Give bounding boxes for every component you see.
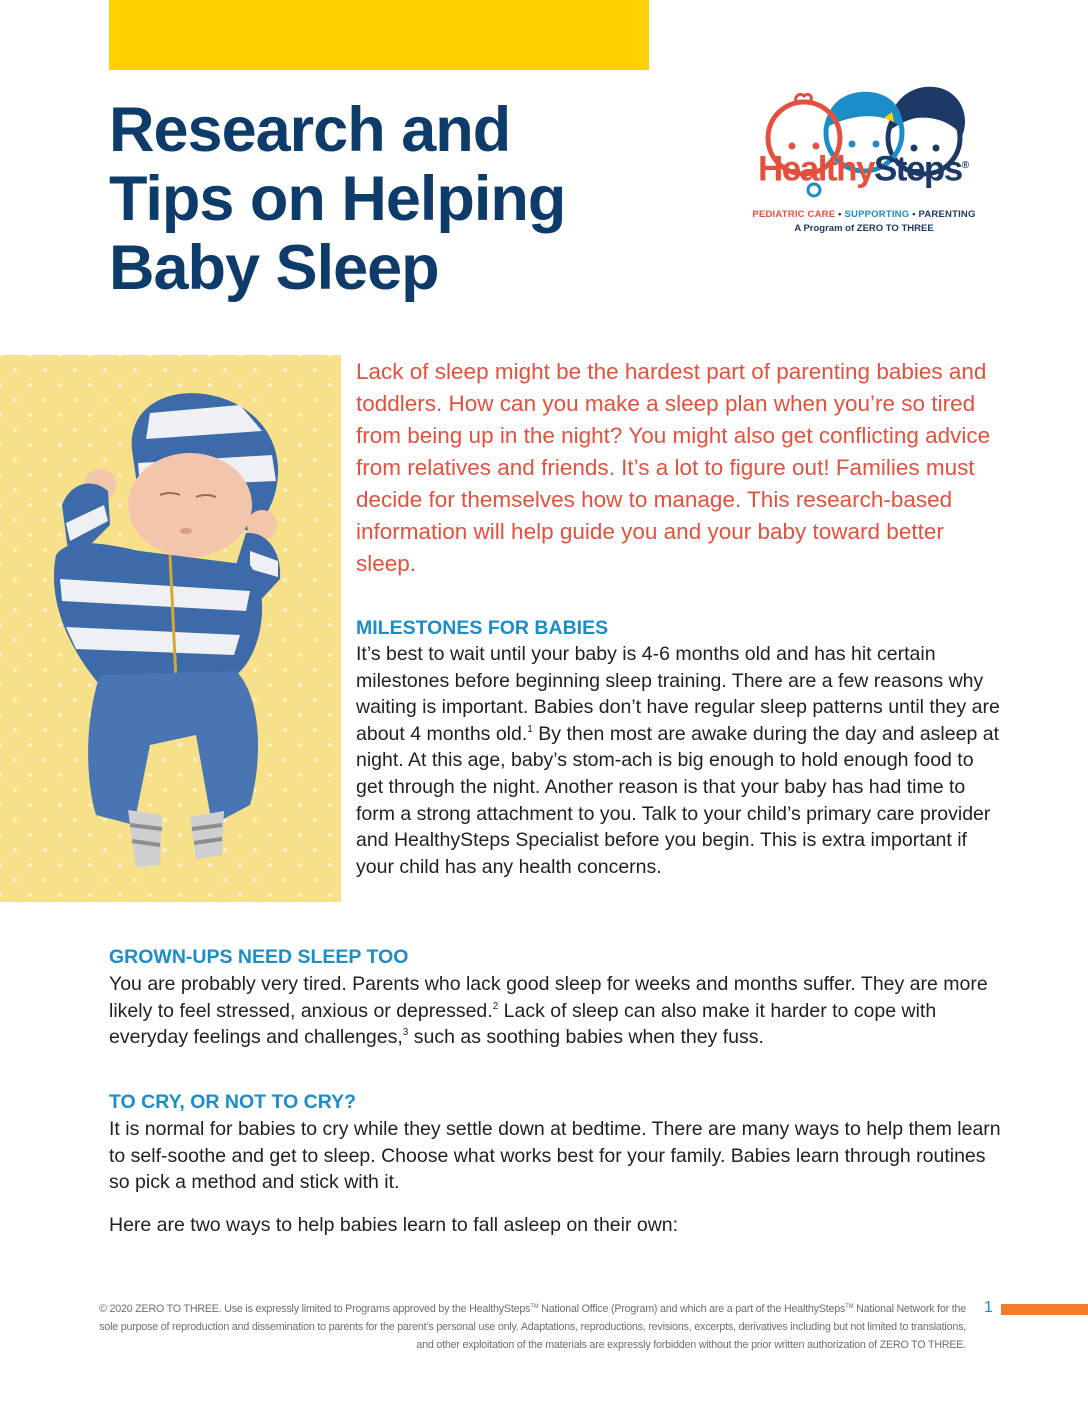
reference-1: 1 [527,723,533,735]
healthysteps-logo [732,78,992,243]
top-yellow-bar [109,0,649,70]
two-ways-paragraph: Here are two ways to help babies learn to fall asleep on their own: [109,1214,679,1236]
reference-2: 2 [492,1000,499,1012]
footer-part-1: © 2020 ZERO TO THREE. Use is expressly limited to Programs approved by the HealthySteps [99,1303,531,1315]
footer-part-2: National Office (Program) and which are a part of the HealthySteps [538,1303,846,1315]
grownups-text-a: You are probably very tired. Parents who lack good sleep for weeks and months suffer. They are more likely to feel stressed, anxious or depressed. [109,973,988,1022]
cry-paragraph: It is normal for babies to cry while they settle down at bedtime. There are many ways to help them learn to self-soothe and get to sleep. Choose what works best for your family. Babies learn through routines so pick a method and stick with it. [109,1118,1001,1194]
logo-tagline [736,209,992,220]
footer-tm-1: TM [530,1304,539,1310]
reference-3: 3 [402,1027,409,1039]
logo-word-healthy: Healthy [758,149,874,189]
heading-to-cry: TO CRY, OR NOT TO CRY? [109,1091,357,1113]
milestones-paragraph [356,641,1006,880]
grownups-text-b: Lack of sleep can also make it harder to cope with everyday feelings and challenges, [109,999,937,1049]
heading-grownups: GROWN-UPS NEED SLEEP TOO [109,946,409,968]
title-line-1: Research and [109,95,511,165]
copyright-footer [86,1300,966,1354]
intro-paragraph: Lack of sleep might be the hardest part of parenting babies and toddlers. How can you make a sleep plan when you’re so tired from being up in the night? You might also get conflicting advice from relatives and friends. It’s a lot to figure out! Families must decide for themselves how to manage. This research-based information will help guide you and your baby toward better sleep. [356,359,991,576]
grownups-text-c: such as soothing babies when they fuss. [408,1026,764,1049]
logo-word-steps: Steps [873,149,962,189]
logo-subtitle: A Program of ZERO TO THREE [794,223,934,234]
title-line-2: Tips on Helping [109,164,566,234]
footer-part-3: National Network for the sole purpose of reproduction and dissemination to parents for the parent’s personal use only. Adaptations, reproductions, revisions, excerpts, derivatives including but not limited to translations, and other exploitation of the materials are expressly forbidden without the prior written authorization of ZERO TO THREE. [99,1303,966,1351]
milestones-text-b: By then most are awake during the day and asleep at night. At this age, baby’s stom-ach is big enough to hold enough food to get through the night. Another reason is that your baby has had time to form a strong attachment to you. Talk to your child’s primary care provider and HealthySteps Specialist before you begin. This is extra important if your child has any health concerns. [356,722,999,878]
milestones-text-a: It’s best to wait until your baby is 4-6 months old and has hit certain milestones before beginning sleep training. There are a few reasons why waiting is important. Babies don’t have regular sleep patterns until they are about 4 months old. [356,643,1000,745]
grownups-paragraph [109,971,1009,1051]
logo-registered-mark: ® [961,160,968,171]
baby-illustration-icon [0,355,341,902]
tag-parenting: PARENTING [918,209,976,220]
sleeping-baby-photo [0,355,341,902]
heading-milestones: MILESTONES FOR BABIES [356,617,609,639]
logo-wordmark [758,146,968,190]
tag-supporting: SUPPORTING [844,209,910,220]
tag-separator-2: • [909,209,919,220]
page-title [109,96,669,303]
title-line-3: Baby Sleep [109,233,439,303]
page-number: 1 [984,1299,993,1316]
tag-pediatric-care: PEDIATRIC CARE [752,209,836,220]
footer-tm-2: TM [845,1304,854,1310]
tag-separator-1: • [835,209,845,220]
footer-orange-bar [1001,1304,1088,1315]
